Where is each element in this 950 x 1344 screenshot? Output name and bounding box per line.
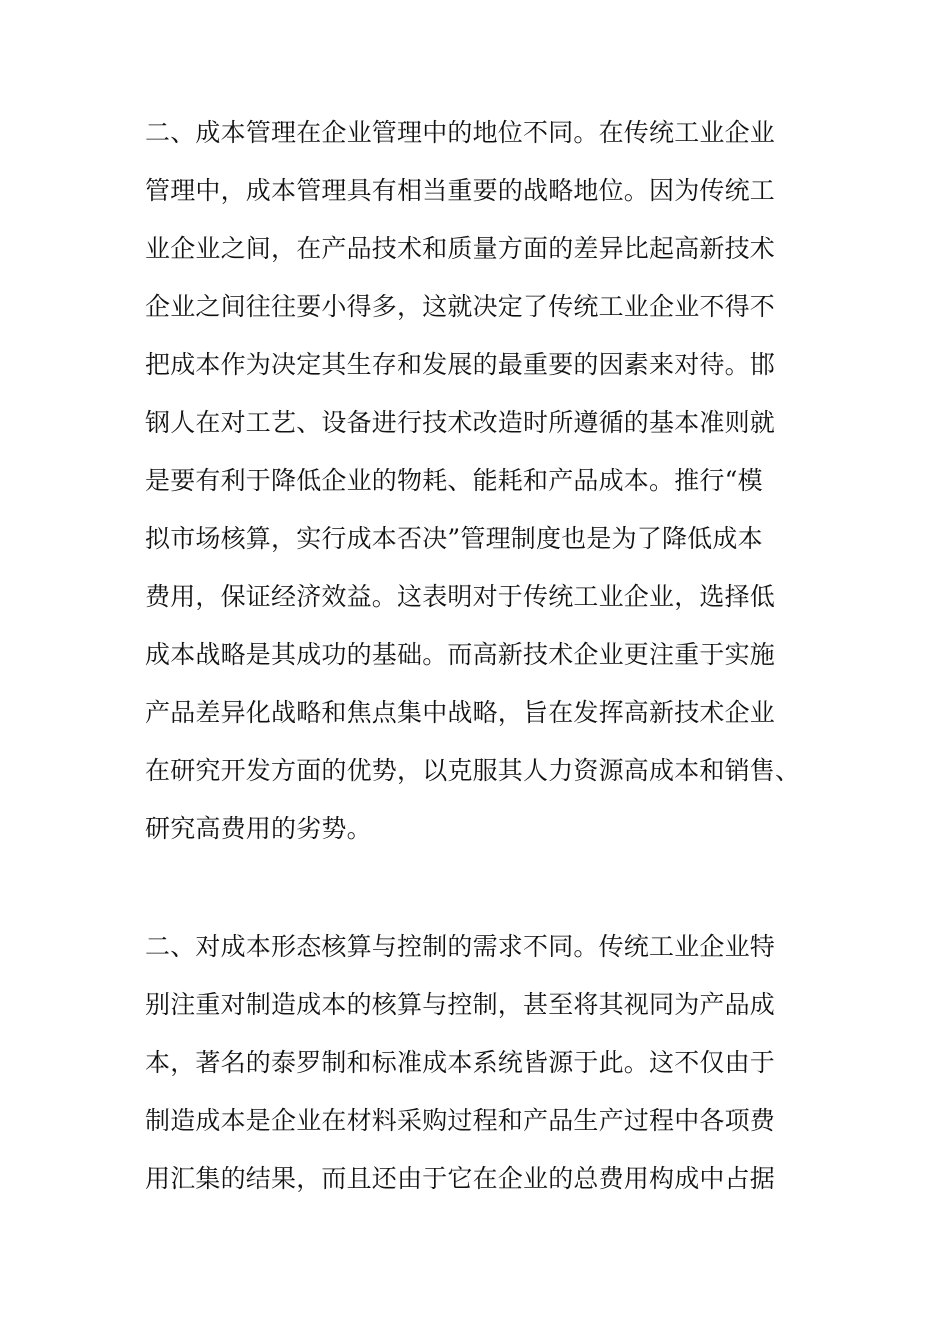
text-line: 钢人在对工艺、设备进行技术改造时所遵循的基本准则就 [145, 408, 776, 437]
text-line: 是要有利于降低企业的物耗、能耗和产品成本。推行“模 [145, 466, 763, 495]
text-line: 二、成本管理在企业管理中的地位不同。在传统工业企业 [145, 118, 776, 147]
text-line: 费用，保证经济效益。这表明对于传统工业企业，选择低 [145, 582, 776, 611]
text-line: 制造成本是企业在材料采购过程和产品生产过程中各项费 [145, 1106, 776, 1135]
paragraph-cost-accounting-demand [145, 918, 825, 1208]
text-line: 管理中，成本管理具有相当重要的战略地位。因为传统工 [145, 176, 776, 205]
text-line: 在研究开发方面的优势，以克服其人力资源高成本和销售、 [145, 756, 801, 785]
text-line: 本，著名的泰罗制和标准成本系统皆源于此。这不仅由于 [145, 1048, 776, 1077]
text-line: 企业之间往往要小得多，这就决定了传统工业企业不得不 [145, 292, 776, 321]
text-line: 产品差异化战略和焦点集中战略，旨在发挥高新技术企业 [145, 698, 776, 727]
text-line: 研究高费用的劣势。 [145, 814, 372, 843]
text-line: 别注重对制造成本的核算与控制，甚至将其视同为产品成 [145, 990, 776, 1019]
text-line: 业企业之间，在产品技术和质量方面的差异比起高新技术 [145, 234, 776, 263]
text-line: 把成本作为决定其生存和发展的最重要的因素来对待。邯 [145, 350, 776, 379]
paragraph-cost-management-status [145, 104, 825, 858]
text-line: 二、对成本形态核算与控制的需求不同。传统工业企业特 [145, 932, 776, 961]
text-line: 成本战略是其成功的基础。而高新技术企业更注重于实施 [145, 640, 776, 669]
text-line: 拟市场核算，实行成本否决”管理制度也是为了降低成本 [145, 524, 763, 553]
text-line: 用汇集的结果，而且还由于它在企业的总费用构成中占据 [145, 1164, 776, 1193]
